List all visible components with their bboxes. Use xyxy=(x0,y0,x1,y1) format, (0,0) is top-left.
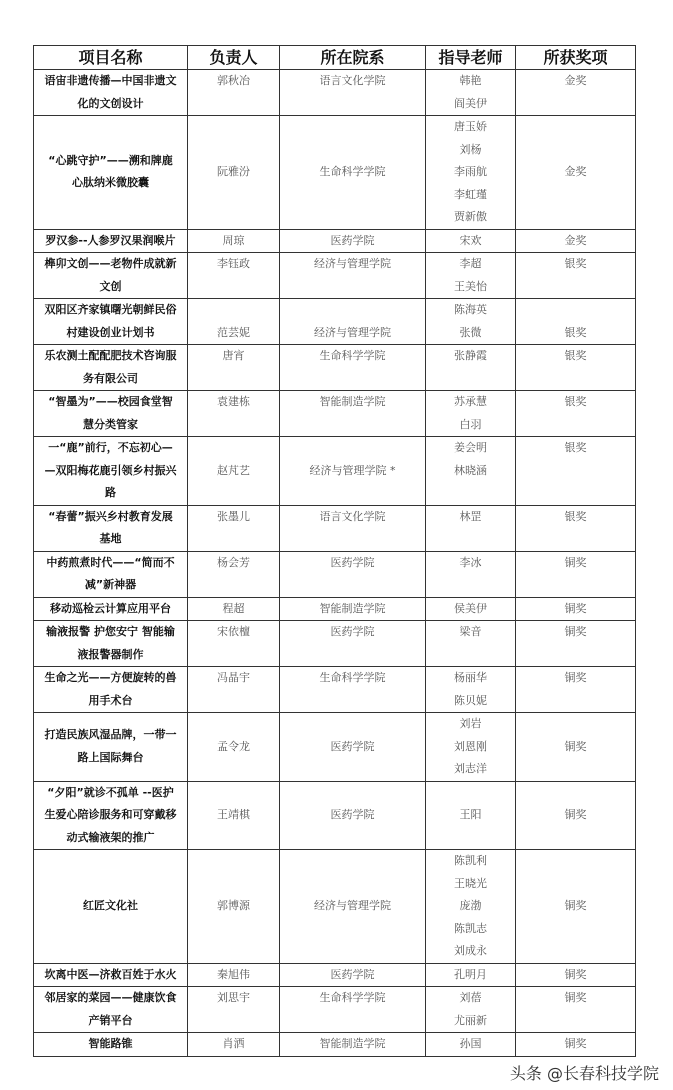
advisor-name: 王美怡 xyxy=(454,279,487,293)
header-row xyxy=(34,46,636,70)
project-name-line: 心肽纳米微胶囊 xyxy=(72,176,149,190)
award-cell xyxy=(516,437,636,506)
advisors-cell xyxy=(426,505,516,551)
award-level: 银奖 xyxy=(564,257,587,270)
project-name-cell xyxy=(34,1033,188,1057)
table-row xyxy=(34,437,636,506)
project-name-cell xyxy=(34,850,188,964)
award-cell xyxy=(516,551,636,597)
table-row xyxy=(34,116,636,230)
table-row xyxy=(34,1033,636,1057)
project-name-line: 路 xyxy=(105,486,116,499)
project-name-line: 移动巡检云计算应用平台 xyxy=(50,601,171,615)
project-name-line: 基地 xyxy=(99,532,122,545)
project-name-cell xyxy=(34,963,188,987)
award-cell xyxy=(516,229,636,253)
leader-name: 郭博源 xyxy=(217,899,250,912)
college-cell xyxy=(280,391,426,437)
project-name-line: 打造民族风湿品牌，一带一 xyxy=(44,728,177,742)
college-name: 智能制造学院 xyxy=(319,1037,386,1050)
project-name-line: 减”新神器 xyxy=(84,578,137,591)
advisors-cell xyxy=(426,667,516,713)
college-name: 医药学院 xyxy=(330,233,375,247)
college-cell xyxy=(280,116,426,230)
leader-cell xyxy=(188,850,280,964)
college-cell xyxy=(280,299,426,345)
award-level: 铜奖 xyxy=(564,555,587,569)
table-row xyxy=(34,299,636,345)
award-level: 金奖 xyxy=(564,233,587,247)
advisor-name: 唐玉娇 xyxy=(454,120,487,133)
advisor-name: 张静霞 xyxy=(454,349,487,362)
table-row xyxy=(34,597,636,621)
award-level: 银奖 xyxy=(564,441,587,454)
leader-name: 郭秋冶 xyxy=(217,74,250,87)
advisor-name: 林晓涵 xyxy=(454,463,487,477)
award-cell xyxy=(516,597,636,621)
advisors-cell xyxy=(426,229,516,253)
leader-cell xyxy=(188,1033,280,1057)
leader-cell xyxy=(188,299,280,345)
project-name-line: 慧分类管家 xyxy=(83,417,138,431)
award-cell xyxy=(516,987,636,1033)
award-level: 铜奖 xyxy=(564,1037,587,1050)
project-name-line: 务有限公司 xyxy=(83,371,138,385)
project-name-line: 输液报警 护您安宁 智能输 xyxy=(46,625,175,638)
leader-name: 程超 xyxy=(222,601,245,615)
award-cell xyxy=(516,1033,636,1057)
project-name-cell xyxy=(34,781,188,850)
advisors-cell xyxy=(426,1033,516,1057)
leader-cell xyxy=(188,667,280,713)
college-name: 医药学院 xyxy=(330,739,375,753)
leader-name: 孟令龙 xyxy=(217,739,250,753)
advisors-cell xyxy=(426,299,516,345)
project-name-line: 智能路锥 xyxy=(88,1037,133,1050)
advisor-name: 李超 xyxy=(459,257,482,270)
leader-cell xyxy=(188,505,280,551)
advisors-cell xyxy=(426,597,516,621)
leader-name: 周琼 xyxy=(222,233,245,247)
award-cell xyxy=(516,253,636,299)
college-name: 经济与管理学院 xyxy=(314,257,391,270)
advisor-name: 刘恩刚 xyxy=(454,739,487,753)
college-name: 语言文化学院 xyxy=(319,74,386,87)
leader-cell xyxy=(188,987,280,1033)
college-name: 经济与管理学院 xyxy=(314,899,391,912)
advisors-cell xyxy=(426,987,516,1033)
project-name-line: 中药煎煮时代——“简而不 xyxy=(46,555,175,569)
college-name: 生命科学学院 xyxy=(319,165,386,178)
advisor-name: 贾新傲 xyxy=(454,210,487,223)
project-name-cell xyxy=(34,621,188,667)
leader-cell xyxy=(188,963,280,987)
leader-name: 冯晶宇 xyxy=(217,671,250,684)
college-name: 智能制造学院 xyxy=(319,395,386,408)
header-project-name: 项目名称 xyxy=(34,46,188,70)
advisors-cell xyxy=(426,850,516,964)
advisors-cell xyxy=(426,70,516,116)
advisor-name: 王阳 xyxy=(459,808,482,821)
project-name-line: 路上国际舞台 xyxy=(77,750,144,764)
header-college: 所在院系 xyxy=(280,46,426,70)
award-level: 铜奖 xyxy=(564,625,587,638)
project-name-cell xyxy=(34,229,188,253)
table-row xyxy=(34,781,636,850)
advisors-cell xyxy=(426,963,516,987)
award-cell xyxy=(516,621,636,667)
project-name-cell xyxy=(34,253,188,299)
table-row xyxy=(34,667,636,713)
college-cell xyxy=(280,781,426,850)
advisors-cell xyxy=(426,551,516,597)
college-cell xyxy=(280,963,426,987)
project-name-line: 产销平台 xyxy=(88,1013,133,1027)
college-cell xyxy=(280,621,426,667)
advisor-name: 陈凯利 xyxy=(454,854,487,867)
advisors-cell xyxy=(426,345,516,391)
advisor-name: 白羽 xyxy=(459,417,482,431)
project-name-cell xyxy=(34,70,188,116)
project-name-line: 生爱心陪诊服务和可穿戴移 xyxy=(44,808,177,821)
college-name: 医药学院 xyxy=(330,967,375,981)
leader-cell xyxy=(188,345,280,391)
advisors-cell xyxy=(426,621,516,667)
project-name-line: 乐农测土配配肥技术咨询服 xyxy=(44,349,177,362)
advisors-cell xyxy=(426,253,516,299)
award-level: 银奖 xyxy=(564,349,587,362)
advisor-name: 刘岩 xyxy=(459,717,482,730)
project-name-cell xyxy=(34,551,188,597)
college-cell xyxy=(280,850,426,964)
advisors-cell xyxy=(426,391,516,437)
table-row xyxy=(34,963,636,987)
table-row xyxy=(34,621,636,667)
advisor-name: 韩艳 xyxy=(459,74,482,87)
college-name: 生命科学学院 xyxy=(319,671,386,684)
project-name-cell xyxy=(34,597,188,621)
project-name-line: 语宙非遗传播—中国非遗文 xyxy=(44,74,177,87)
college-name: 经济与管理学院 xyxy=(314,325,391,339)
project-name-line: 文创 xyxy=(99,279,122,293)
advisor-name: 陈贝妮 xyxy=(454,693,487,707)
award-level: 铜奖 xyxy=(564,601,587,615)
leader-name: 唐宵 xyxy=(222,349,245,362)
advisor-name: 宋欢 xyxy=(459,233,482,247)
advisors-cell xyxy=(426,437,516,506)
project-name-line: 动式输液架的推广 xyxy=(66,830,155,844)
award-level: 银奖 xyxy=(564,325,587,339)
award-level: 铜奖 xyxy=(564,967,587,981)
project-name-line: “春蕾”振兴乡村教育发展 xyxy=(48,509,173,523)
table-row xyxy=(34,551,636,597)
advisor-name: 陈海英 xyxy=(454,303,487,316)
project-name-cell xyxy=(34,987,188,1033)
advisor-name: 王晓光 xyxy=(454,876,487,890)
project-name-cell xyxy=(34,505,188,551)
leader-name: 张墨儿 xyxy=(217,509,250,523)
table-row xyxy=(34,505,636,551)
leader-cell xyxy=(188,713,280,782)
college-cell xyxy=(280,1033,426,1057)
table-row xyxy=(34,713,636,782)
college-cell xyxy=(280,229,426,253)
college-cell xyxy=(280,70,426,116)
award-level: 银奖 xyxy=(564,395,587,408)
project-name-line: 化的文创设计 xyxy=(77,96,144,110)
project-name-line: —双阳梅花鹿引领乡村振兴 xyxy=(44,463,177,477)
advisor-name: 刘志洋 xyxy=(454,762,487,775)
advisor-name: 阎美伊 xyxy=(454,96,487,110)
award-cell xyxy=(516,345,636,391)
advisor-name: 梁音 xyxy=(459,625,482,638)
header-leader: 负责人 xyxy=(188,46,280,70)
advisor-name: 姜会明 xyxy=(454,441,487,454)
project-name-line: 榫卯文创——老物件成就新 xyxy=(44,257,177,270)
project-name-cell xyxy=(34,667,188,713)
project-name-line: 坎离中医—济救百姓于水火 xyxy=(44,967,177,981)
project-name-cell xyxy=(34,116,188,230)
advisor-name: 杨丽华 xyxy=(454,671,487,684)
project-name-line: 邻居家的菜园——健康饮食 xyxy=(44,991,177,1004)
college-cell xyxy=(280,667,426,713)
table-row xyxy=(34,229,636,253)
award-cell xyxy=(516,667,636,713)
project-name-line: 双阳区齐家镇曙光朝鲜民俗 xyxy=(44,303,177,316)
advisor-name: 孙国 xyxy=(459,1037,482,1050)
advisor-name: 尤丽新 xyxy=(454,1013,487,1027)
leader-cell xyxy=(188,437,280,506)
leader-name: 李钰政 xyxy=(217,257,250,270)
leader-name: 阮雅汾 xyxy=(217,165,250,178)
college-cell xyxy=(280,253,426,299)
table-row xyxy=(34,987,636,1033)
award-cell xyxy=(516,781,636,850)
project-name-line: “心跳守护”——溯和牌鹿 xyxy=(48,153,173,167)
award-cell xyxy=(516,116,636,230)
advisor-name: 刘成永 xyxy=(454,944,487,957)
award-cell xyxy=(516,70,636,116)
advisors-cell xyxy=(426,781,516,850)
advisor-name: 侯美伊 xyxy=(454,601,487,615)
advisor-name: 苏承慧 xyxy=(454,395,487,408)
award-level: 金奖 xyxy=(564,165,587,178)
header-advisors: 指导老师 xyxy=(426,46,516,70)
advisor-name: 孔明月 xyxy=(454,967,487,981)
leader-name: 范芸妮 xyxy=(217,325,250,339)
project-name-line: “夕阳”就诊不孤单 --医护 xyxy=(47,785,174,799)
college-name: 生命科学学院 xyxy=(319,349,386,362)
leader-cell xyxy=(188,781,280,850)
college-cell xyxy=(280,551,426,597)
award-level: 银奖 xyxy=(564,509,587,523)
table-row xyxy=(34,70,636,116)
leader-cell xyxy=(188,229,280,253)
leader-name: 宋依檀 xyxy=(217,625,250,638)
project-name-line: 液报警器制作 xyxy=(77,647,144,661)
award-cell xyxy=(516,850,636,964)
leader-name: 刘思宇 xyxy=(217,991,250,1004)
leader-cell xyxy=(188,597,280,621)
advisor-name: 林罡 xyxy=(459,509,482,523)
awards-table xyxy=(33,45,636,1057)
leader-cell xyxy=(188,621,280,667)
table-row xyxy=(34,391,636,437)
leader-name: 王靖棋 xyxy=(217,808,250,821)
advisor-name: 庞渤 xyxy=(459,899,482,912)
college-cell xyxy=(280,597,426,621)
advisor-name: 陈凯志 xyxy=(454,921,487,935)
college-name: 医药学院 xyxy=(330,625,375,638)
college-cell xyxy=(280,713,426,782)
watermark: 头条 @长春科技学院 xyxy=(509,1064,659,1083)
award-cell xyxy=(516,963,636,987)
advisors-cell xyxy=(426,713,516,782)
leader-name: 肖洒 xyxy=(222,1037,245,1050)
college-name: 生命科学学院 xyxy=(319,991,386,1004)
leader-name: 杨会芳 xyxy=(217,555,250,569)
college-name: 医药学院 xyxy=(330,555,375,569)
award-cell xyxy=(516,713,636,782)
award-cell xyxy=(516,505,636,551)
college-name: 智能制造学院 xyxy=(319,601,386,615)
award-level: 铜奖 xyxy=(564,808,587,821)
college-cell xyxy=(280,505,426,551)
project-name-line: 红匠文化社 xyxy=(83,899,138,912)
leader-cell xyxy=(188,116,280,230)
advisor-name: 李雨航 xyxy=(454,165,487,178)
project-name-cell xyxy=(34,713,188,782)
college-cell xyxy=(280,345,426,391)
leader-cell xyxy=(188,70,280,116)
project-name-line: 用手术台 xyxy=(88,693,133,707)
leader-name: 秦旭伟 xyxy=(217,967,250,981)
advisor-name: 李虹瑾 xyxy=(454,187,487,201)
leader-cell xyxy=(188,391,280,437)
leader-cell xyxy=(188,551,280,597)
award-level: 铜奖 xyxy=(564,739,587,753)
award-level: 铜奖 xyxy=(564,899,587,912)
award-level: 金奖 xyxy=(564,74,587,87)
project-name-line: 一“鹿”前行，不忘初心— xyxy=(48,441,173,454)
advisor-name: 刘蓓 xyxy=(459,991,482,1004)
project-name-line: 生命之光——方便旋转的兽 xyxy=(44,671,177,684)
advisor-name: 李冰 xyxy=(459,555,482,569)
project-name-cell xyxy=(34,299,188,345)
table-row xyxy=(34,850,636,964)
table-row xyxy=(34,345,636,391)
college-name: 语言文化学院 xyxy=(319,509,386,523)
college-name: 医药学院 xyxy=(330,808,375,821)
award-cell xyxy=(516,391,636,437)
award-level: 铜奖 xyxy=(564,671,587,684)
project-name-cell xyxy=(34,391,188,437)
college-name: 经济与管理学院 * xyxy=(309,463,396,477)
college-cell xyxy=(280,437,426,506)
leader-cell xyxy=(188,253,280,299)
award-level: 铜奖 xyxy=(564,991,587,1004)
advisors-cell xyxy=(426,116,516,230)
award-cell xyxy=(516,299,636,345)
leader-name: 赵芃艺 xyxy=(217,463,250,477)
header-award: 所获奖项 xyxy=(516,46,636,70)
project-name-line: 罗汉参--人参罗汉果润喉片 xyxy=(45,233,176,247)
project-name-line: “智墨为”——校园食堂智 xyxy=(48,395,173,408)
leader-name: 袁建栋 xyxy=(217,395,250,408)
advisor-name: 刘杨 xyxy=(459,142,482,156)
project-name-line: 村建设创业计划书 xyxy=(66,325,155,339)
college-cell xyxy=(280,987,426,1033)
project-name-cell xyxy=(34,437,188,506)
table-row xyxy=(34,253,636,299)
advisor-name: 张微 xyxy=(459,325,482,339)
project-name-cell xyxy=(34,345,188,391)
